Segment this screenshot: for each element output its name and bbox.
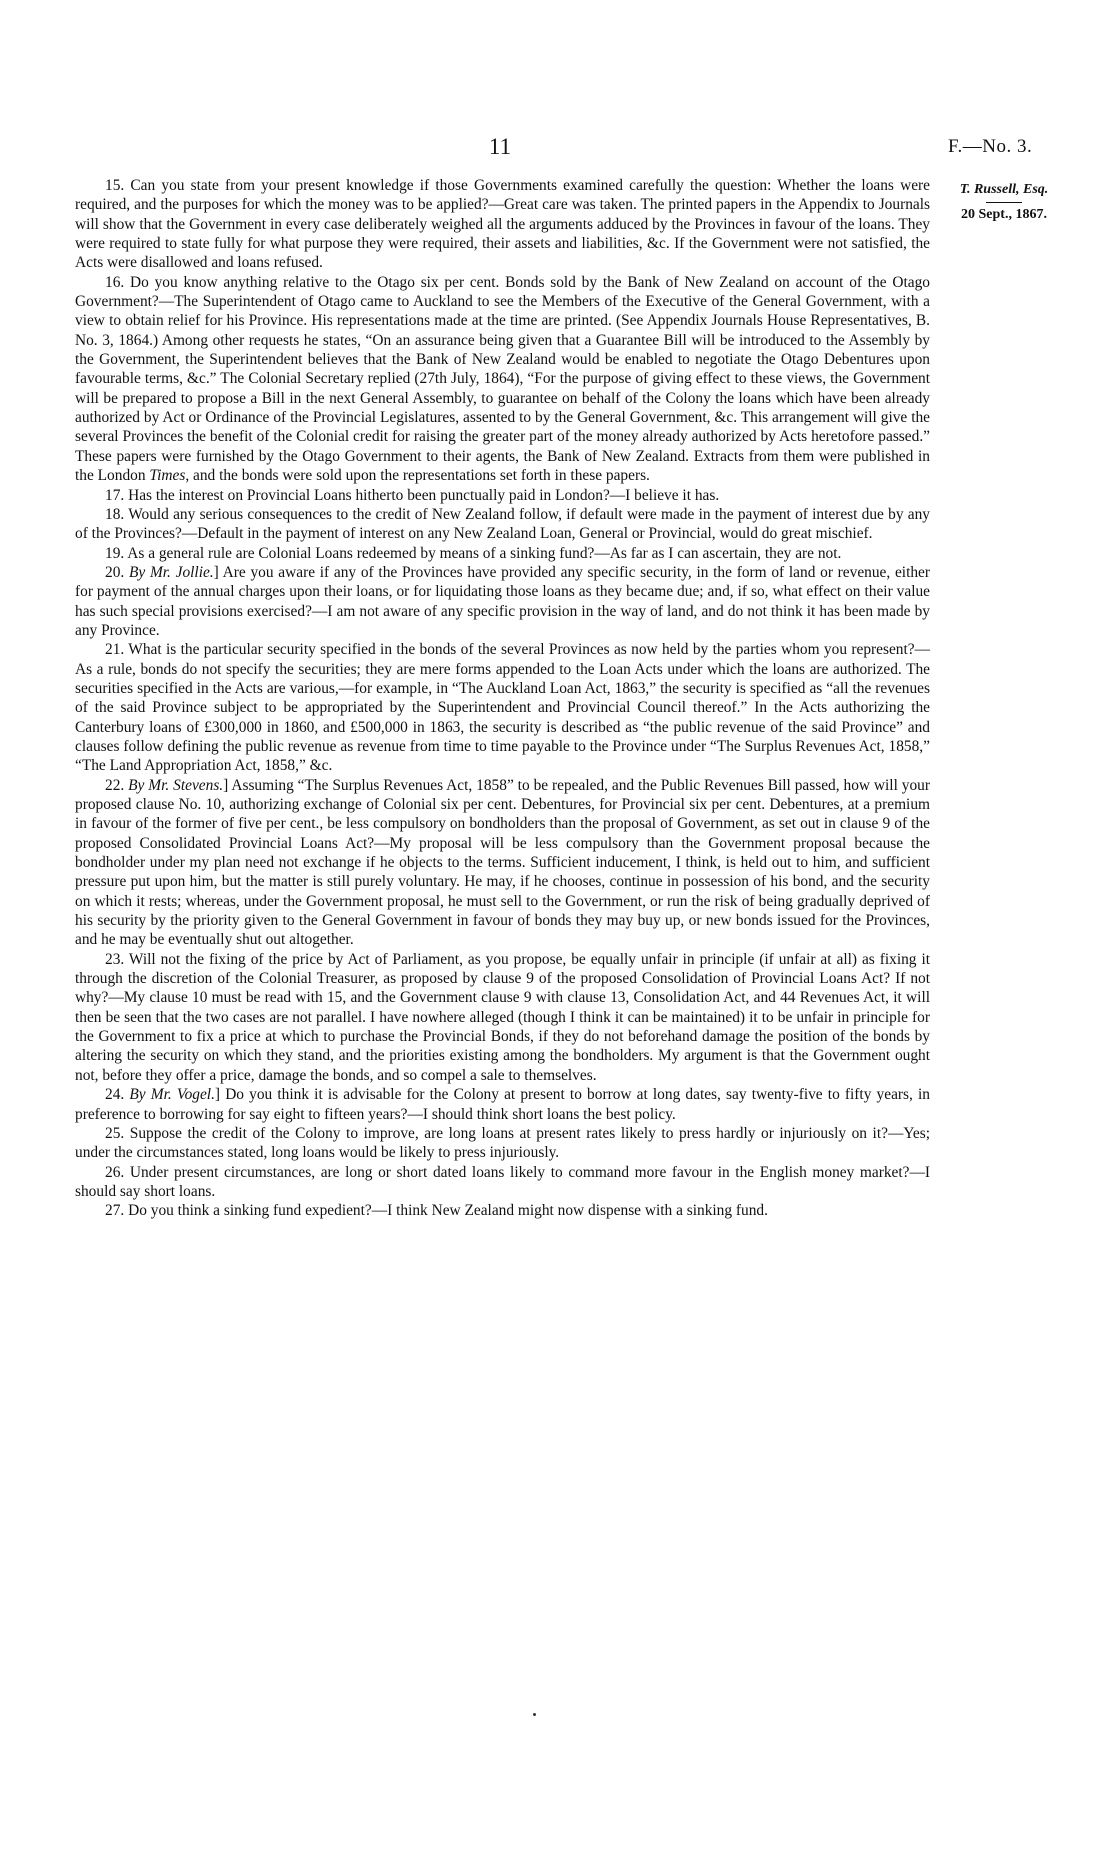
paragraph-q26: 26. Under present circumstances, are long or short dated loans likely to command more favour in the English money market?—I should say short loans. xyxy=(75,1163,930,1200)
paragraph-q20: 20. By Mr. Jollie.] Are you aware if any of the Provinces have provided any specific security, in the form of land or revenue, either for payment of the annual charges upon their loans, or for liquidating those loans as they became due; and, if so, what effect on their value has such special provisions exercised?—I am not aware of any specific provision in the way of land, and do not think it has been made by any Province. xyxy=(75,563,930,639)
paragraph-q19: 19. As a general rule are Colonial Loans redeemed by means of a sinking fund?—As far as I can ascertain, they are not. xyxy=(105,544,842,562)
paragraph-q24: 24. By Mr. Vogel.] Do you think it is advisable for the Colony at present to borrow at long dates, say twenty-five to fifty years, in preference to borrowing for say eight to fifteen years?—I should think short loans the best policy. xyxy=(75,1086,930,1123)
paragraph-q16: 16. Do you know anything relative to the Otago six per cent. Bonds sold by the Bank of New Zealand on account of the Otago Government?—The Superintendent of Otago came to Auckland to see the Members of the Executive of the General Government, with a view to obtain relief for his Province. His representations made at the time are printed. (See Appendix Journals House Representatives, B. No. 3, 1864.) Among other requests he states, “On an assurance being given that a Guarantee Bill will be introduced to the Assembly by the Government, the Superintendent believes that the Bank of New Zealand would be enabled to negotiate the Otago Debentures upon favourable terms, &c.” The Colonial Secretary replied (27th July, 1864), “For the purpose of giving effect to these views, the Government will be prepared to propose a Bill in the next General Assembly, to guarantee on behalf of the Colony the loans which have been already authorized by Act or Ordinance of the Provincial Legislatures, assented to by the General Government, &c. This arrangement will give the several Provinces the benefit of the Colonial credit for raising the greater part of the money already authorized by Acts heretofore passed.” These papers were furnished by the Otago Government to their agents, the Bank of New Zealand. Extracts from them were published in the London Times, and the bonds were sold upon the representations set forth in these papers. xyxy=(75,273,930,485)
ink-dot xyxy=(533,1713,536,1716)
paragraph-q22: 22. By Mr. Stevens.] Assuming “The Surplus Revenues Act, 1858” to be repealed, and the Public Revenues Bill passed, how will your proposed clause No. 10, authorizing exchange of Colonial six per cent. Debentures, for Provincial six per cent. Debentures, at a premium in favour of the former of five per cent., be less compulsory on bondholders than the proposal of Government, as set out in clause 9 of the proposed Consolidated Provincial Loans Act?—My proposal will be less compulsory than the Government proposal because the bondholder under my plan need not exchange if he objects to the terms. Sufficient inducement, I think, is held out to him, and sufficient pressure put upon him, but the matter is still purely voluntary. He may, if he chooses, continue in possession of his bond, and the security on which it rests; whereas, under the Government proposal, he must sell to the Government, or run the risk of being gradually deprived of his security by the priority given to the General Government in favour of bonds they may buy up, or new bonds issued for the Provinces, and he may be eventually shut out altogether. xyxy=(75,776,930,949)
witness-name: T. Russell, Esq. xyxy=(959,182,1049,197)
paragraph-q18: 18. Would any serious consequences to the credit of New Zealand follow, if default were made in the payment of interest due by any of the Provinces?—Default in the payment of interest on any New Zealand Loan, General or Provincial, would do great mischief. xyxy=(75,505,930,543)
page-number: 11 xyxy=(488,134,512,159)
questioner-name: By Mr. Stevens. xyxy=(128,776,224,794)
body-text xyxy=(75,176,930,1221)
paragraph-q17: 17. Has the interest on Provincial Loans hitherto been punctually paid in London?—I believe it has. xyxy=(105,486,720,504)
paragraph-q27: 27. Do you think a sinking fund expedient?—I think New Zealand might now dispense with a sinking fund. xyxy=(105,1202,768,1220)
paragraph-q23: 23. Will not the fixing of the price by Act of Parliament, as you propose, be equally unfair in principle (if unfair at all) as fixing it through the discretion of the Colonial Treasurer, as proposed by clause 9 of the proposed Consolidation of Provincial Loans Act? If not why?—My clause 10 must be read with 15, and the Government clause 9 with clause 13, Consolidation Act, and 44 Revenues Act, it will then be seen that the two cases are not parallel. I have nowhere alleged (though I think it can be maintained) it to be unfair in principle for the Government to fix a price at which to purchase the Provincial Bonds, if they do not beforehand damage the position of the bonds by altering the security on which they stand, and the priorities existing among the bondholders. My argument is that the Government ought not, before they offer a price, damage the bonds, and so compel a sale to themselves. xyxy=(75,950,930,1084)
italic-text: Times xyxy=(149,467,186,485)
questioner-name: By Mr. Vogel. xyxy=(129,1086,215,1104)
paragraph-q25: 25. Suppose the credit of the Colony to improve, are long loans at present rates likely to press hardly or injuriously on it?—Yes; under the circumstances stated, long loans would be likely to press injuriously. xyxy=(75,1124,930,1162)
paragraph-q21: 21. What is the particular security specified in the bonds of the several Provinces as now held by the parties whom you represent?—As a rule, bonds do not specify the securities; they are mere forms appended to the Loan Acts under which the loans are authorized. The securities specified in the Acts are various,—for example, in “The Auckland Loan Act, 1863,” the security is specified as “all the revenues of the said Province subject to be appropriated by the Superintendent and Provincial Council thereof.” In the Acts authorizing the Canterbury loans of £300,000 in 1860, and £500,000 in 1863, the security is described as “the public revenue of the said Province” and clauses follow defining the public revenue as revenue from time to time payable to the Province under “The Surplus Revenues Act, 1858,” “The Land Appropriation Act, 1858,” &c. xyxy=(75,641,930,775)
paragraph-q15: 15. Can you state from your present knowledge if those Governments examined carefully the question: Whether the loans were required, and the purposes for which the money was to be applied?—Great care was taken. The printed papers in the Appendix to Journals will show that the Government in every case deliberately weighed all the arguments adduced by the Provinces in favour of the loans. They were required to state fully for what purpose they were required, their assets and liabilities, &c. If the Government were not satisfied, the Acts were disallowed and loans refused. xyxy=(75,177,930,272)
questioner-name: By Mr. Jollie. xyxy=(128,563,214,581)
testimony-date: 20 Sept., 1867. xyxy=(961,207,1047,222)
document-reference: F.—No. 3. xyxy=(948,136,1033,157)
margin-note xyxy=(944,178,1064,227)
